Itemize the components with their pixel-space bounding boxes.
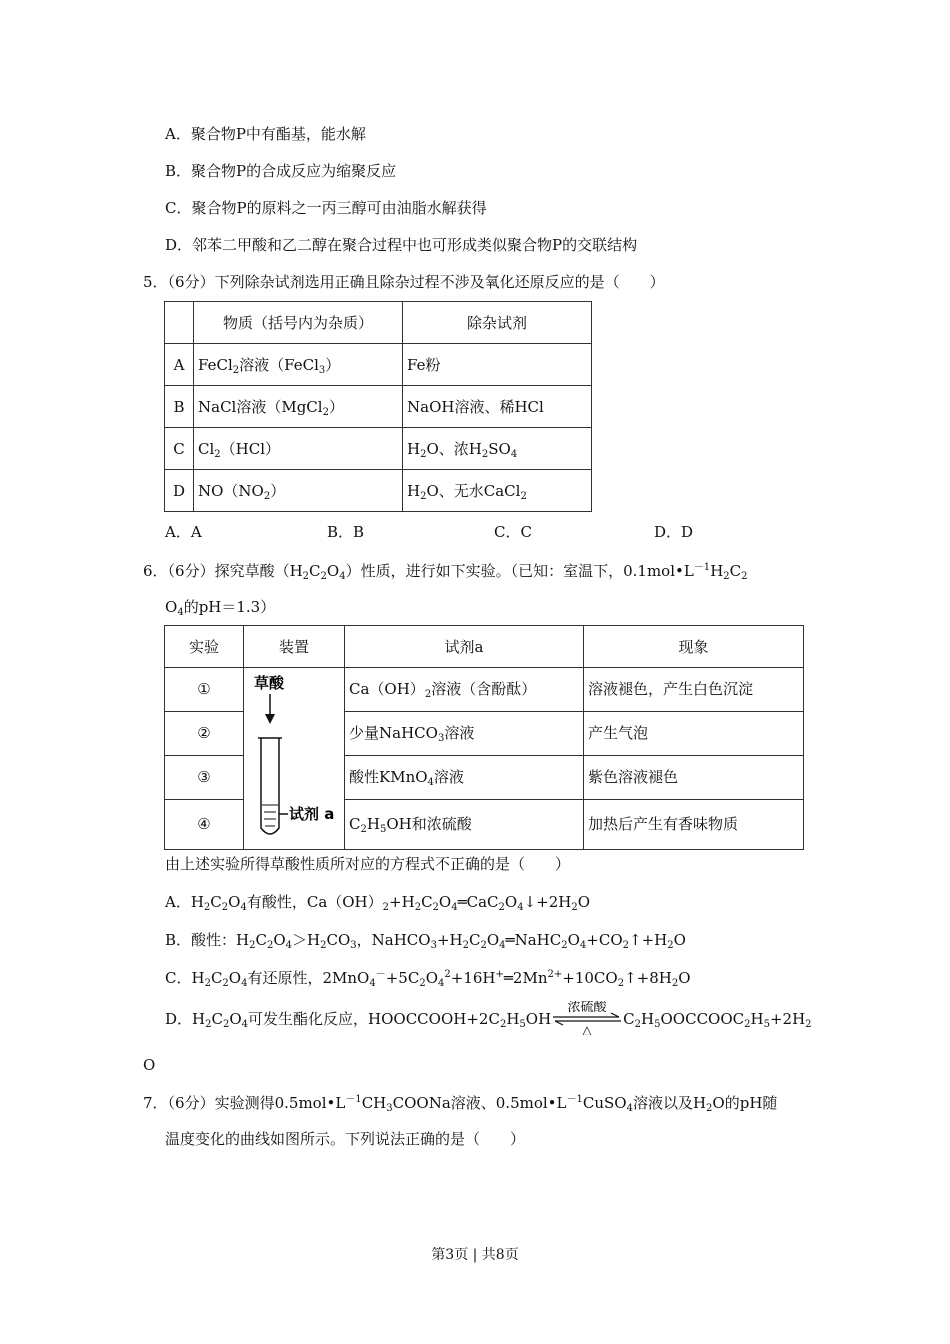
q6-exp-number: ① (165, 668, 244, 712)
q6-exp-number: ② (165, 711, 244, 755)
q7-stem-line1: 7．（6分）实验测得$0.5mol•L^{-1}CH_3COONa$溶液、$0.5mol•L^{-1}CuSO_4$溶液以及$H_2O$的pH随 (143, 1094, 778, 1114)
arrow-label-top: 浓硫酸 (567, 1001, 607, 1015)
q5-row-letter: C (165, 428, 194, 470)
q4-option-d: D．邻苯二甲酸和乙二醇在聚合过程中也可形成类似聚合物P的交联结构 (165, 236, 638, 254)
reversible-arrow (551, 1001, 623, 1035)
q5-row-letter: D (165, 470, 194, 512)
q6-header-apparatus: 装置 (244, 626, 345, 668)
q6-header-phenomenon: 现象 (584, 626, 804, 668)
q5-table (164, 301, 592, 512)
q5-reagent: NaOH溶液、稀HCl (403, 386, 592, 428)
q4-option-b: B．聚合物P的合成反应为缩聚反应 (165, 162, 397, 180)
q5-substance: FeCl$_2$溶液（FeCl$_3$） (194, 344, 403, 386)
q6-reagent: 酸性KMnO$_4$溶液 (345, 755, 584, 799)
q6-phenomenon: 加热后产生有香味物质 (584, 799, 804, 849)
q7-stem-line2: 温度变化的曲线如图所示。下列说法正确的是（ ） (165, 1130, 526, 1148)
q5-answer-d: D．D (654, 523, 694, 541)
q5-header-substance: 物质（括号内为杂质） (194, 302, 403, 344)
q6-option-d: D．$H_2C_2O_4$可发生酯化反应，$HOOCCOOH+2C_2H_5OH$ 浓硫酸 △ $C_2H_5OOCCOOC_2H_5+2H_2$ (165, 1001, 812, 1035)
q6-header-reagent: 试剂a (345, 626, 584, 668)
q6-exp-number: ④ (165, 799, 244, 849)
q6-table (164, 625, 804, 850)
q6-question: 由上述实验所得草酸性质所对应的方程式不正确的是（ ） (165, 855, 571, 873)
q6-option-c: C．$H_2C_2O_4$有还原性，$2MnO_4^-+5C_2O_4^2+16H^+═2Mn^{2+}+10CO_2↑+8H_2O$ (165, 969, 691, 989)
q5-substance: NaCl溶液（MgCl$_2$） (194, 386, 403, 428)
q5-row-letter: B (165, 386, 194, 428)
test-tube-diagram (244, 668, 344, 844)
page-footer: 第3页 | 共8页 (431, 1247, 519, 1263)
q5-substance: $Cl_2(HCl)$ (194, 428, 403, 470)
q5-reagent: Fe粉 (403, 344, 592, 386)
arrow-label-bottom: △ (582, 1023, 592, 1035)
q5-reagent: $H_2O$、无水CaCl$_2$ (403, 470, 592, 512)
q5-substance: $NO(NO_2)$ (194, 470, 403, 512)
q5-stem: 5．（6分）下列除杂试剂选用正确且除杂过程不涉及氧化还原反应的是（ ） (143, 273, 665, 291)
apparatus-label-top: 草酸 (254, 674, 285, 692)
q4-option-c: C．聚合物P的原料之一丙三醇可由油脂水解获得 (165, 199, 487, 217)
q6-option-d-tail: O (143, 1056, 156, 1074)
q5-row-letter: A (165, 344, 194, 386)
q6-reagent: $C_2H_5OH$和浓硫酸 (345, 799, 584, 849)
q6-stem-line2: $O_4$的pH＝1.3） (165, 598, 276, 618)
q5-answer-b: B．B (327, 523, 365, 541)
q6-option-b: B．酸性：$H_2C_2O_4>H_2CO_3$，$NaHCO_3+H_2C_2O_4═NaHC_2O_4+CO_2↑+H_2O$ (165, 931, 686, 951)
q6-exp-number: ③ (165, 755, 244, 799)
q6-reagent: 少量NaHCO$_3$溶液 (345, 711, 584, 755)
q6-apparatus-cell (244, 668, 345, 850)
q6-header-exp: 实验 (165, 626, 244, 668)
q5-reagent: $H_2O$、浓$H_2SO_4$ (403, 428, 592, 470)
q6-phenomenon: 溶液褪色，产生白色沉淀 (584, 668, 804, 712)
q6-phenomenon: 紫色溶液褪色 (584, 755, 804, 799)
q6-reagent: $Ca(OH)_2$溶液（含酚酞） (345, 668, 584, 712)
q5-answer-c: C．C (494, 523, 532, 541)
q6-phenomenon: 产生气泡 (584, 711, 804, 755)
q5-header-reagent: 除杂试剂 (403, 302, 592, 344)
apparatus-label-bottom: 试剂 a (289, 805, 335, 823)
q6-option-a: A．$H_2C_2O_4$有酸性，$Ca(OH)_2+H_2C_2O_4═CaC_2O_4↓+2H_2O$ (165, 893, 591, 913)
q4-option-a: A．聚合物P中有酯基，能水解 (165, 125, 366, 143)
q6-stem-line1: 6．（6分）探究草酸$(H_2C_2O_4)$性质，进行如下实验。（已知：室温下，$0.1mol•L^{-1}H_2C_2$ (143, 562, 748, 582)
q5-answer-a: A．A (165, 523, 202, 541)
